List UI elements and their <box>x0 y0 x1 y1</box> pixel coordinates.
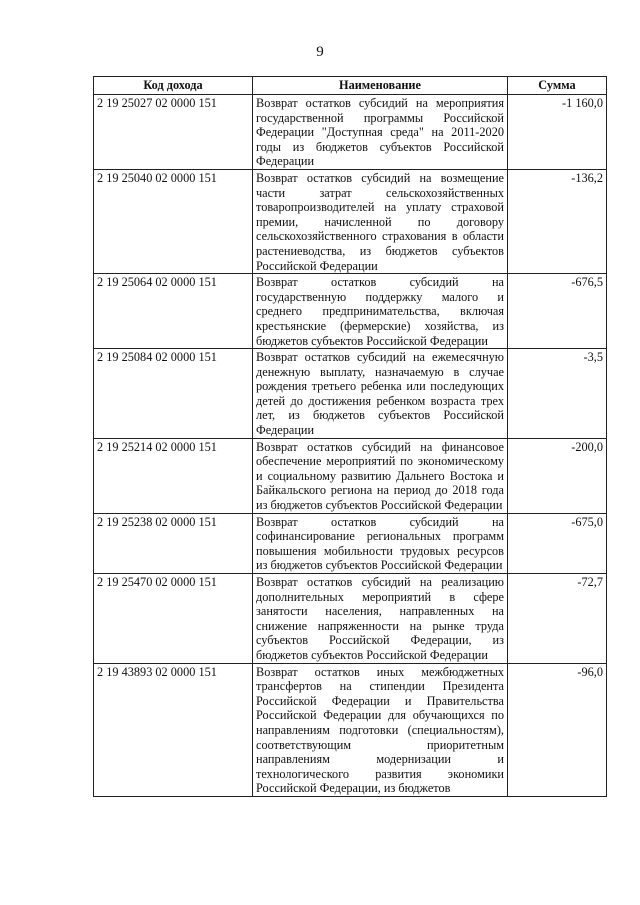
revenue-sum: -675,0 <box>508 513 607 573</box>
table-row <box>94 513 607 573</box>
revenue-name: Возврат остатков субсидий на мероприятия государственной программы Российской Федерации "Доступная среда" на 2011-2020 годы из бюджетов субъектов Российской Федерации <box>253 95 508 170</box>
revenue-code: 2 19 25238 02 0000 151 <box>94 513 253 573</box>
table-row <box>94 663 607 796</box>
table-header-row <box>94 77 607 95</box>
revenue-name: Возврат остатков субсидий на финансовое обеспечение мероприятий по экономическому и социальному развитию Дальнего Востока и Байкальского региона на период до 2018 года из бюджетов субъектов Российской Федерации <box>253 438 508 513</box>
revenue-sum: -200,0 <box>508 438 607 513</box>
header-name: Наименование <box>253 77 508 95</box>
revenue-name: Возврат остатков субсидий на реализацию дополнительных мероприятий в сфере занятости населения, направленных на снижение напряженности на рынке труда субъектов Российской Федерации, из бюджетов субъектов Российской Федерации <box>253 574 508 664</box>
revenue-sum: -3,5 <box>508 349 607 439</box>
table-row <box>94 274 607 349</box>
revenue-code: 2 19 25064 02 0000 151 <box>94 274 253 349</box>
revenue-name: Возврат остатков субсидий на ежемесячную денежную выплату, назначаемую в случае рождения третьего ребенка или последующих детей до достижения ребенком возраста трех лет, из бюджетов субъектов Российской Федерации <box>253 349 508 439</box>
table-row <box>94 169 607 273</box>
table-row <box>94 95 607 170</box>
revenue-table <box>93 76 607 797</box>
revenue-sum: -1 160,0 <box>508 95 607 170</box>
page-number: 9 <box>316 44 324 60</box>
header-code: Код дохода <box>94 77 253 95</box>
revenue-code: 2 19 25214 02 0000 151 <box>94 438 253 513</box>
revenue-code: 2 19 25040 02 0000 151 <box>94 169 253 273</box>
revenue-code: 2 19 43893 02 0000 151 <box>94 663 253 796</box>
table-row <box>94 349 607 439</box>
revenue-name: Возврат остатков субсидий на софинансирование региональных программ повышения мобильности трудовых ресурсов из бюджетов субъектов Российской Федерации <box>253 513 508 573</box>
revenue-code: 2 19 25470 02 0000 151 <box>94 574 253 664</box>
revenue-name: Возврат остатков иных межбюджетных трансфертов на стипендии Президента Российской Федерации и Правительства Российской Федерации для обучающихся по направлениям подготовки (специальностям), соответствующим приоритетным направлениям модернизации и технологического развития экономики Российской Федерации, из бюджетов <box>253 663 508 796</box>
revenue-sum: -72,7 <box>508 574 607 664</box>
revenue-sum: -96,0 <box>508 663 607 796</box>
revenue-name: Возврат остатков субсидий на государственную поддержку малого и среднего предпринимательства, включая крестьянские (фермерские) хозяйства, из бюджетов субъектов Российской Федерации <box>253 274 508 349</box>
revenue-name: Возврат остатков субсидий на возмещение части затрат сельскохозяйственных товаропроизводителей на уплату страховой премии, начисленной по договору сельскохозяйственного страхования в области растениеводства, из бюджетов субъектов Российской Федерации <box>253 169 508 273</box>
revenue-code: 2 19 25027 02 0000 151 <box>94 95 253 170</box>
table-row <box>94 438 607 513</box>
revenue-sum: -676,5 <box>508 274 607 349</box>
revenue-sum: -136,2 <box>508 169 607 273</box>
table-row <box>94 574 607 664</box>
header-sum: Сумма <box>508 77 607 95</box>
revenue-code: 2 19 25084 02 0000 151 <box>94 349 253 439</box>
